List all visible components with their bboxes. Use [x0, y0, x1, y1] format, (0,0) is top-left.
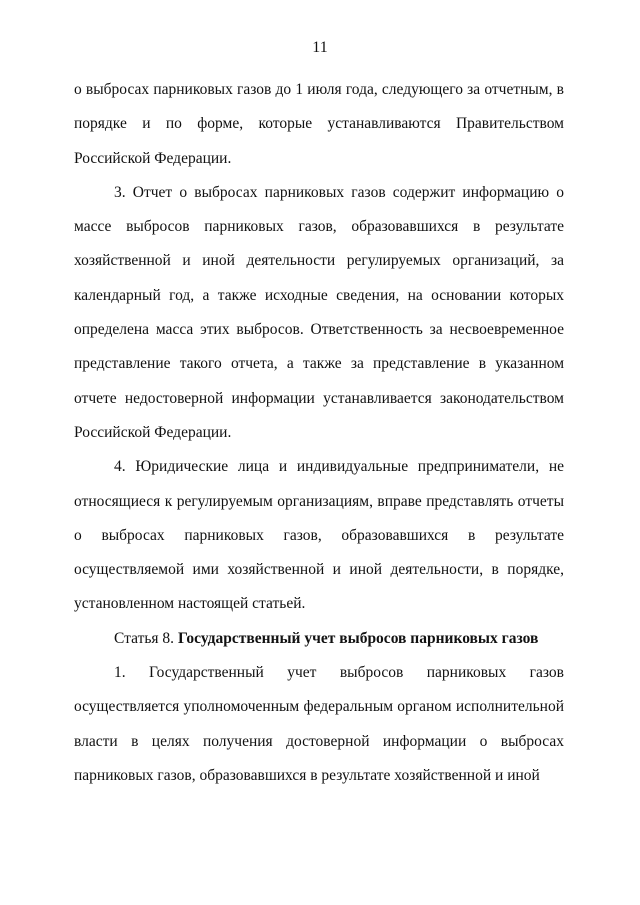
paragraph-clause-3: 3. Отчет о выбросах парниковых газов содержит информацию о массе выбросов парниковых газов, образовавшихся в результате хозяйственной и иной деятельности регулируемых организаций, за календарный год, а также исходные сведения, на основании которых определена масса этих выбросов. Ответственность за несвоевременное представление такого отчета, а также за представление в указанном отчете недостоверной информации устанавливается законодательством Российской Федерации. — [74, 183, 564, 441]
paragraph-clause-4: 4. Юридические лица и индивидуальные предприниматели, не относящиеся к регулируемым организациям, вправе представлять отчеты о выбросах парниковых газов, образовавшихся в результате осуществляемой ими хозяйственной и иной деятельности, в порядке, установленном настоящей статьей. — [74, 458, 564, 613]
document-body — [74, 73, 564, 793]
article-heading — [74, 622, 564, 656]
article-heading-prefix: Статья 8. — [114, 629, 175, 647]
paragraph-article-8-clause-1: 1. Государственный учет выбросов парниковых газов осуществляется уполномоченным федеральным органом исполнительной власти в целях получения достоверной информации о выбросах парниковых газов, образовавшихся в результате хозяйственной и иной — [74, 664, 564, 784]
article-heading-title: Государственный учет выбросов парниковых газов — [177, 629, 539, 647]
paragraph-continuation: о выбросах парниковых газов до 1 июля года, следующего за отчетным, в порядке и по форме, которые устанавливаются Правительством Российской Федерации. — [74, 81, 564, 167]
page-number: 11 — [312, 39, 328, 56]
